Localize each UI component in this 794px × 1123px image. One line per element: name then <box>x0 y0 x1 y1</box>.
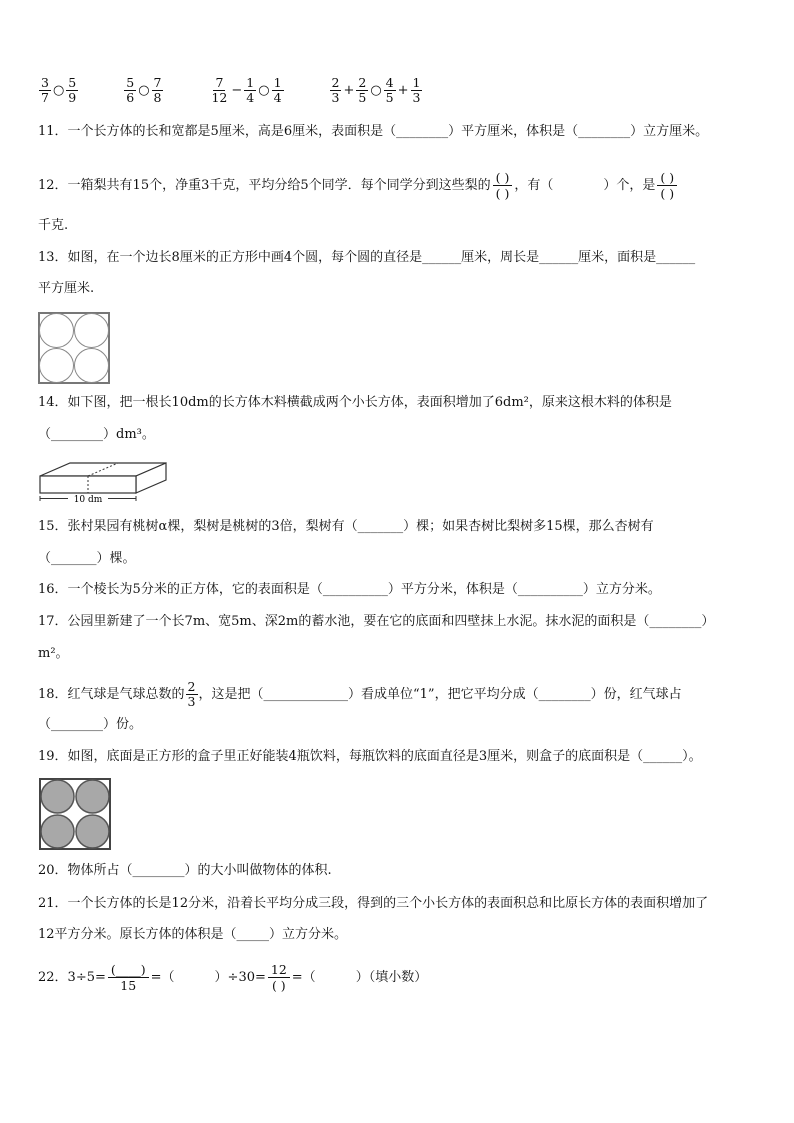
q12-fraction-blank-2[interactable] <box>657 170 677 201</box>
fraction <box>186 680 198 709</box>
q22-eq2: =（ <box>291 970 316 985</box>
compare-1 <box>38 76 79 105</box>
fraction <box>66 76 78 105</box>
cuboid-figure <box>38 460 170 506</box>
denominator: 9 <box>68 90 77 105</box>
minus-sign: − <box>231 83 243 98</box>
numerator-blank: ( ) <box>657 170 677 186</box>
q12-text-1: 12．一箱梨共有15个，净重3千克，平均分给5个同学．每个同学分到这些梨的 <box>38 178 491 193</box>
plus-sign: + <box>397 83 409 98</box>
denominator: 4 <box>273 90 282 105</box>
numerator: 7 <box>215 75 224 90</box>
q12-text-2: ，有（ <box>514 178 554 193</box>
denominator-blank: ( ) <box>271 978 286 993</box>
q12-text-3: ）个，是 <box>603 178 656 193</box>
bottle-circle <box>41 780 74 813</box>
numerator: 1 <box>273 75 282 90</box>
compare-circle[interactable]: ○ <box>52 83 65 98</box>
numerator: 5 <box>126 75 135 90</box>
compare-4 <box>329 76 424 105</box>
denominator-blank: ( ) <box>495 186 510 201</box>
question-22 <box>38 962 427 993</box>
question-14: 14．如下图，把一根长10dm的长方体木料横截成两个小长方体，表面积增加了6dm²，原来这根木料的体积是 <box>38 395 672 410</box>
denominator: 8 <box>153 90 162 105</box>
denominator: 4 <box>246 90 255 105</box>
q12-fraction-blank[interactable] <box>493 170 513 201</box>
denominator: 3 <box>187 694 196 709</box>
fraction <box>124 76 136 105</box>
compare-circle[interactable]: ○ <box>138 83 150 98</box>
q22-mid: ）÷30= <box>214 970 266 985</box>
denominator: 5 <box>385 90 394 105</box>
numerator-blank: (____) <box>108 962 149 978</box>
denominator: 7 <box>41 90 49 105</box>
compare-circle[interactable]: ○ <box>370 83 382 98</box>
numerator: 1 <box>412 75 421 90</box>
question-13-line2: 平方厘米. <box>38 281 95 296</box>
numerator: 2 <box>358 75 367 90</box>
q18-text-1: 18．红气球是气球总数的 <box>38 687 185 702</box>
square-outline <box>39 313 109 383</box>
q22-fraction-1[interactable] <box>108 962 149 993</box>
numerator: 7 <box>153 75 162 90</box>
fraction-row <box>38 76 423 105</box>
box-four-bottles-figure <box>38 777 112 851</box>
question-20: 20．物体所占（________）的大小叫做物体的体积. <box>38 863 332 878</box>
fraction <box>39 76 51 105</box>
numerator: 12 <box>268 962 290 978</box>
numerator: 5 <box>68 75 77 90</box>
numerator-blank: ( ) <box>493 170 513 186</box>
question-12 <box>38 170 679 201</box>
question-18 <box>38 680 682 709</box>
q22-tail: ）（填小数） <box>355 970 428 985</box>
compare-3 <box>208 76 284 105</box>
q22-fraction-2[interactable] <box>268 962 290 993</box>
circle <box>75 314 109 348</box>
circle <box>40 314 74 348</box>
question-15: 15．张村果园有桃树α棵，梨树是桃树的3倍，梨树有（_______）棵；如果杏树比梨树多15棵，那么杏树有 <box>38 519 654 534</box>
dimension-label: 10 dm <box>73 495 103 505</box>
square-four-circles-figure <box>38 312 110 384</box>
question-15-line2: （_______）棵。 <box>38 551 136 566</box>
denominator: 15 <box>120 978 137 993</box>
numerator: 2 <box>187 679 196 694</box>
question-11: 11．一个长方体的长和宽都是5厘米，高是6厘米，表面积是（________）平方厘米，体积是（________）立方厘米。 <box>38 124 709 139</box>
q22-eq1: =（ <box>150 970 175 985</box>
question-21: 21．一个长方体的长是12分米，沿着长平均分成三段，得到的三个小长方体的表面积总和比原长方体的表面积增加了 <box>38 896 709 911</box>
question-17: 17．公园里新建了一个长7m、宽5m、深2m的蓄水池，要在它的底面和四壁抹上水泥。抹水泥的面积是（________） <box>38 614 715 629</box>
q22-lead: 22．3÷5= <box>38 970 106 985</box>
compare-2 <box>123 76 164 105</box>
numerator: 3 <box>41 75 49 90</box>
denominator: 6 <box>126 90 135 105</box>
denominator: 3 <box>331 90 340 105</box>
denominator: 5 <box>358 90 367 105</box>
fraction <box>209 76 229 105</box>
denominator: 3 <box>412 90 421 105</box>
fraction <box>244 76 256 105</box>
numerator: 2 <box>331 75 340 90</box>
bottle-circle <box>76 780 109 813</box>
fraction <box>330 76 342 105</box>
question-17-line2: m²。 <box>38 646 69 661</box>
fraction <box>152 76 164 105</box>
question-18-line2: （________）份。 <box>38 717 143 732</box>
bottle-circle <box>41 815 74 848</box>
bottle-circle <box>76 815 109 848</box>
compare-circle[interactable]: ○ <box>258 83 270 98</box>
fraction <box>272 76 284 105</box>
numerator: 4 <box>385 75 394 90</box>
question-19: 19．如图，底面是正方形的盒子里正好能装4瓶饮料，每瓶饮料的底面直径是3厘米，则盒子的底面积是（______）。 <box>38 749 702 764</box>
question-12-line2: 千克. <box>38 218 69 233</box>
circle <box>40 349 74 383</box>
numerator: 1 <box>246 75 255 90</box>
fraction <box>411 76 423 105</box>
question-14-line2: （________）dm³。 <box>38 427 155 442</box>
plus-sign: + <box>343 83 355 98</box>
circle <box>75 349 109 383</box>
question-16: 16．一个棱长为5分米的正方体，它的表面积是（__________）平方分米，体积是（__________）立方分米。 <box>38 582 661 597</box>
question-13: 13．如图，在一个边长8厘米的正方形中画4个圆，每个圆的直径是______厘米，周长是______厘米，面积是______ <box>38 250 696 265</box>
denominator: 12 <box>211 90 228 105</box>
question-21-line2: 12平方分米。原长方体的体积是（_____）立方分米。 <box>38 927 348 942</box>
fraction <box>356 76 368 105</box>
denominator-blank: ( ) <box>660 186 675 201</box>
q18-text-2: ，这是把（_____________）看成单位“1”，把它平均分成（________）份，红气球占 <box>198 687 682 702</box>
fraction <box>384 76 396 105</box>
